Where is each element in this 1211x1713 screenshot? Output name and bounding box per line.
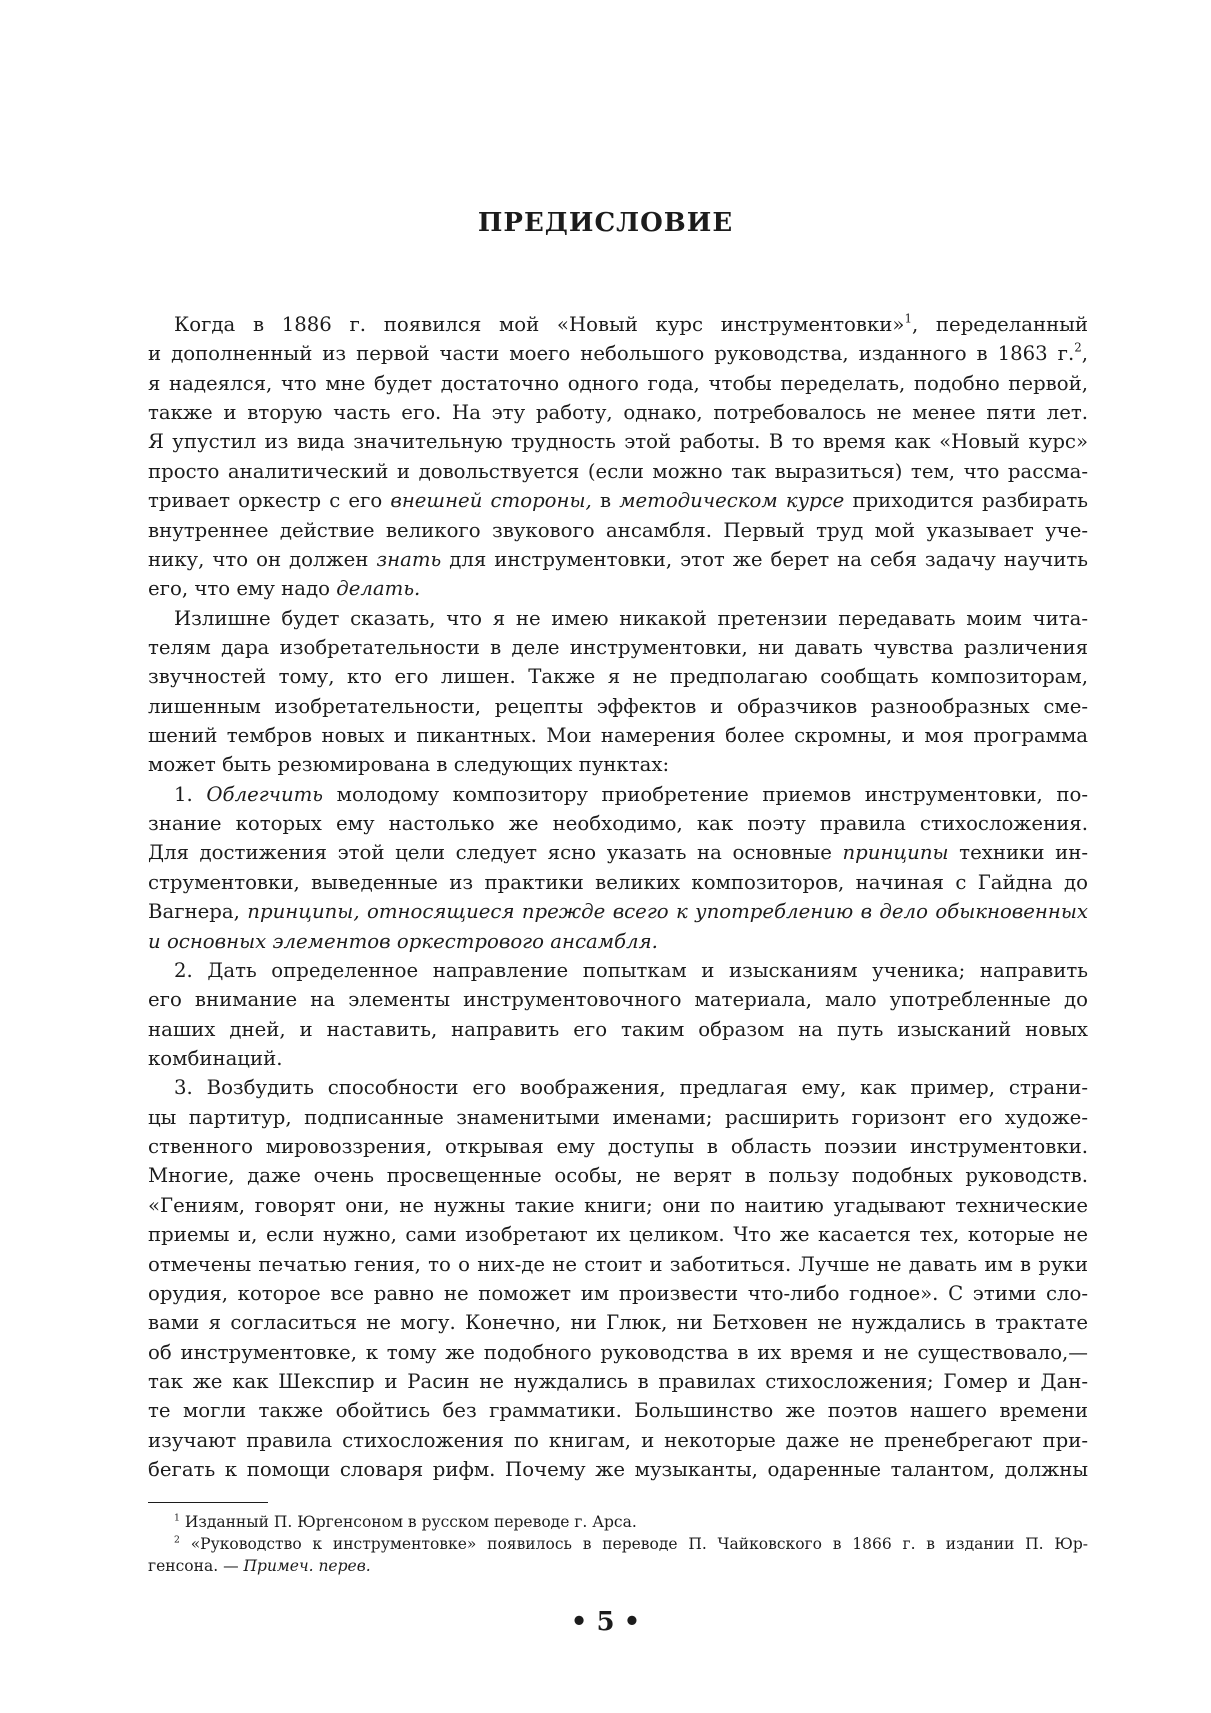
text-segment: ственного мировоззрения, открывая ему доступы в область поэзии инструментовки. [148,1135,1088,1159]
paragraph [148,310,1088,604]
text-segment: просто аналитический и довольствуется (если можно так выразиться) тем, что рассма- [148,459,1088,483]
text-segment: и дополненный из первой части моего небольшого руководства, изданного в 1863 г. [148,342,1075,366]
footnote-divider [148,1502,268,1503]
text-segment: его внимание на элементы инструментовочного материала, мало употребленные до [148,988,1088,1012]
text-segment: принципы, относящиеся прежде всего к употреблению в дело обыкновенных [247,900,1088,924]
text-line [148,516,1088,545]
main-text [148,310,1088,1484]
text-line [148,398,1088,427]
text-line [148,1455,1088,1484]
text-line [148,985,1088,1014]
text-line [148,868,1088,897]
text-line [148,1132,1088,1161]
footnote-line [148,1533,1088,1555]
text-line [148,1308,1088,1337]
text-line [148,662,1088,691]
text-line [148,1191,1088,1220]
text-line [148,369,1088,398]
text-segment: цы партитур, подписанные знаменитыми именами; расширить горизонт его художе- [148,1105,1088,1129]
text-segment: звучностей тому, кто его лишен. Также я не предполагаю сообщать композиторам, [148,665,1088,689]
text-line [148,1250,1088,1279]
text-segment: лишенным изобретательности, рецепты эффектов и образчиков разнообразных сме- [148,694,1088,718]
page-title: ПРЕДИСЛОВИЕ [477,208,734,238]
text-line [148,1073,1088,1102]
page-number: • 5 • [570,1607,641,1637]
text-segment: так же как Шекспир и Расин не нуждались в правилах стихосложения; Гомер и Дан- [148,1369,1088,1393]
text-segment: те могли также обойтись без грамматики. Большинство же поэтов нашего времени [148,1399,1088,1423]
text-segment: орудия, которое все равно не поможет им произвести что-либо годное». С этими сло- [148,1281,1088,1305]
text-segment: нику, что он должен [148,547,377,571]
text-segment: «Гениям, говорят они, не нужны такие книги; они по наитию угадывают технические [148,1193,1088,1217]
text-line [148,486,1088,515]
text-segment: молодому композитору приобретение приемов инструментовки, по- [323,782,1089,806]
footnote-marker[interactable]: 2 [174,1534,180,1546]
text-segment: техники ин- [948,841,1088,865]
text-segment: также и вторую часть его. На эту работу, однако, потребовалось не менее пяти лет. [148,401,1088,425]
text-line [148,574,1088,603]
text-line [148,604,1088,633]
text-segment: 3. Возбудить способности его воображения, предлагая ему, как пример, страни- [174,1076,1088,1100]
text-segment: Я упустил из вида значительную трудность этой работы. В то время как «Новый курс» [148,430,1088,454]
text-line [148,1161,1088,1190]
text-segment: приходится разбирать [844,489,1088,513]
text-segment: генсона. — [148,1557,244,1575]
text-line [148,1396,1088,1425]
text-segment: в [591,489,620,513]
paragraph [148,780,1088,956]
text-segment: «Руководство к инструментовке» появилось в переводе П. Чайковского в 1866 г. в издании П. Юр- [179,1535,1088,1553]
text-line [148,1338,1088,1367]
text-segment: тривает оркестр с его [148,489,391,513]
text-line [148,1426,1088,1455]
paragraph [148,956,1088,1073]
text-line [148,1279,1088,1308]
footnote-marker[interactable]: 1 [174,1512,180,1524]
text-segment: Вагнера, [148,900,248,924]
text-segment: , [1081,342,1088,366]
text-segment: для инструментовки, этот же берет на себя задачу научить [441,547,1088,571]
text-line [148,692,1088,721]
text-segment: Примеч. перев. [243,1557,371,1575]
text-segment: методическом курсе [619,489,845,513]
text-segment: приемы и, если нужно, сами изобретают их целиком. Что же касается тех, которые не [148,1223,1088,1247]
text-segment: 2. Дать определенное направление попыткам и изысканиям ученика; направить [174,958,1088,982]
text-segment: Изданный П. Юргенсоном в русском переводе г. Арса. [179,1513,637,1531]
text-segment: шений тембров новых и пикантных. Мои намерения более скромны, и моя программа [148,724,1088,748]
footnote-line [148,1511,1088,1533]
text-segment: изучают правила стихосложения по книгам, и некоторые даже не пренебрегают при- [148,1428,1088,1452]
text-line [148,838,1088,867]
text-segment: Облегчить [206,782,324,806]
text-line [148,457,1088,486]
text-segment: знание которых ему настолько же необходимо, как поэту правила стихосложения. [148,812,1088,836]
text-line [148,927,1088,956]
text-line [148,780,1088,809]
text-segment: может быть резюмирована в следующих пунктах: [148,753,670,777]
text-segment: я надеялся, что мне будет достаточно одного года, чтобы переделать, подобно первой, [148,371,1088,395]
footnotes [148,1511,1088,1577]
text-segment: делать. [336,577,421,601]
text-line [148,427,1088,456]
text-segment: телям дара изобретательности в деле инструментовки, ни давать чувства различения [148,635,1088,659]
text-line [148,310,1088,339]
text-segment: Излишне будет сказать, что я не имею никакой претензии передавать моим чита- [174,606,1088,630]
text-line [148,1015,1088,1044]
text-line [148,809,1088,838]
text-segment: отмечены печатью гения, то о них-де не стоит и заботиться. Лучше не давать им в руки [148,1252,1088,1276]
text-segment: комбинаций. [148,1046,283,1070]
text-segment: его, что ему надо [148,577,337,601]
text-segment: об инструментовке, к тому же подобного руководства в их время и не существовало,— [148,1340,1088,1364]
text-line [148,721,1088,750]
text-segment: Для достижения этой цели следует ясно указать на основные [148,841,843,865]
text-line [148,897,1088,926]
text-line [148,1044,1088,1073]
text-segment: струментовки, выведенные из практики великих композиторов, начиная с Гайдна до [148,870,1088,894]
footnote-marker[interactable]: 1 [904,311,912,326]
paragraph [148,604,1088,780]
text-line [148,956,1088,985]
text-line [148,1367,1088,1396]
text-segment: принципы [842,841,949,865]
text-line [148,750,1088,779]
paragraph [148,1073,1088,1484]
text-segment: знать [376,547,442,571]
text-line [148,545,1088,574]
text-segment: внутреннее действие великого звукового ансамбля. Первый труд мой указывает уче- [148,518,1088,542]
text-segment: вами я согласиться не могу. Конечно, ни Глюк, ни Бетховен не нуждались в трактате [148,1311,1088,1335]
text-segment: внешней стороны, [390,489,592,513]
text-segment: бегать к помощи словаря рифм. Почему же музыканты, одаренные талантом, должны [148,1458,1088,1482]
footnote-line [148,1555,1088,1577]
text-line [148,1103,1088,1132]
text-line [148,1220,1088,1249]
text-segment: наших дней, и наставить, направить его таким образом на путь изысканий новых [148,1017,1088,1041]
text-segment: , переделанный [911,313,1088,336]
text-segment: Когда в 1886 г. появился мой «Новый курс инструментовки» [174,313,905,336]
text-segment: Многие, даже очень просвещенные особы, не верят в пользу подобных руководств. [148,1164,1088,1188]
text-line [148,633,1088,662]
text-line [148,339,1088,368]
text-segment: и основных элементов оркестрового ансамбля. [148,929,658,953]
footnote-marker[interactable]: 2 [1074,341,1082,356]
text-segment: 1. [174,782,207,806]
